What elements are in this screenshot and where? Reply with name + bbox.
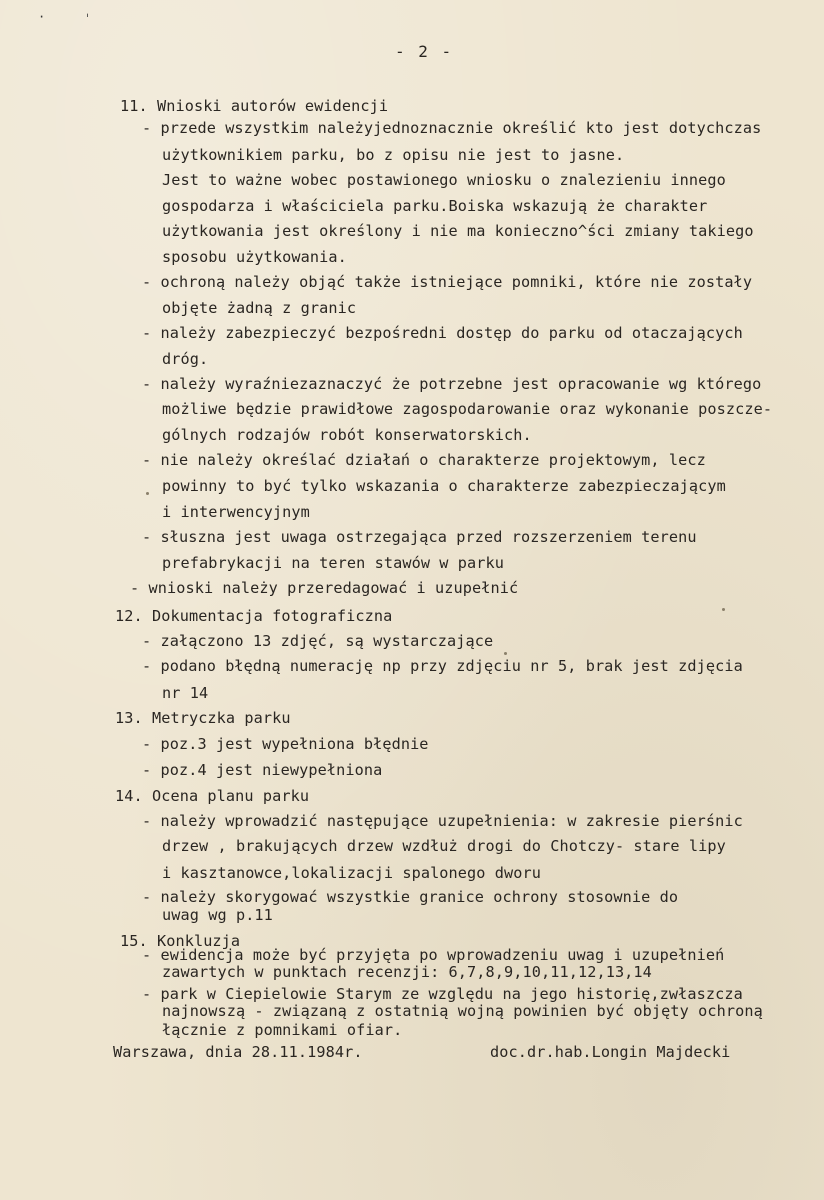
- text-line: i interwencyjnym: [162, 503, 310, 521]
- page-number: - 2 -: [395, 42, 454, 61]
- text-line: - ochroną należy objąć także istniejące pomniki, które nie zostały: [142, 273, 753, 291]
- paper-speck: [722, 608, 725, 611]
- text-line: łącznie z pomnikami ofiar.: [162, 1021, 403, 1039]
- text-line: powinny to być tylko wskazania o charakterze zabezpieczającym: [162, 477, 726, 495]
- text-line: zawartych w punktach recenzji: 6,7,8,9,10,11,12,13,14: [162, 963, 652, 981]
- text-line: gólnych rodzajów robót konserwatorskich.: [162, 426, 532, 444]
- corner-mark-right: ˈ: [84, 12, 92, 26]
- text-line: - należy skorygować wszystkie granice ochrony stosownie do: [142, 888, 679, 906]
- section-13-heading: 13. Metryczka parku: [115, 709, 291, 727]
- text-line: - wnioski należy przeredagować i uzupełnić: [130, 579, 519, 597]
- paper-speck: [504, 652, 507, 655]
- text-line: - należy wyraźniezaznaczyć że potrzebne jest opracowanie wg którego: [142, 375, 762, 393]
- text-line: - należy zabezpieczyć bezpośredni dostęp do parku od otaczających: [142, 324, 743, 342]
- text-line: i kasztanowce,lokalizacji spalonego dworu: [162, 864, 541, 882]
- text-line: - podano błędną numerację np przy zdjęciu nr 5, brak jest zdjęcia: [142, 657, 743, 675]
- corner-mark-left: ·: [38, 10, 46, 24]
- text-line: - poz.4 jest niewypełniona: [142, 761, 383, 779]
- text-line: - przede wszystkim należyjednoznacznie określić kto jest dotychczas: [142, 119, 762, 137]
- text-line: nr 14: [162, 684, 209, 702]
- text-line: - załączono 13 zdjęć, są wystarczające: [142, 632, 494, 650]
- section-12-heading: 12. Dokumentacja fotograficzna: [115, 607, 393, 625]
- text-line: - słuszna jest uwaga ostrzegająca przed rozszerzeniem terenu: [142, 528, 697, 546]
- text-line: gospodarza i właściciela parku.Boiska wskazują że charakter: [162, 197, 708, 215]
- signature-name: doc.dr.hab.Longin Majdecki: [490, 1043, 731, 1061]
- text-line: uwag wg p.11: [162, 906, 273, 924]
- text-line: - ewidencja może być przyjęta po wprowadzeniu uwag i uzupełnień: [142, 946, 725, 964]
- text-line: - należy wprowadzić następujące uzupełnienia: w zakresie pierśnic: [142, 812, 743, 830]
- text-line: najnowszą - związaną z ostatnią wojną powinien być objęty ochroną: [162, 1002, 763, 1020]
- text-line: sposobu użytkowania.: [162, 248, 347, 266]
- section-11-heading: 11. Wnioski autorów ewidencji: [120, 97, 389, 115]
- text-line: - poz.3 jest wypełniona błędnie: [142, 735, 429, 753]
- text-line: - park w Ciepielowie Starym ze względu na jego historię,zwłaszcza: [142, 985, 743, 1003]
- text-line: dróg.: [162, 350, 209, 368]
- text-line: objęte żadną z granic: [162, 299, 357, 317]
- text-line: użytkownikiem parku, bo z opisu nie jest to jasne.: [162, 146, 625, 164]
- text-line: użytkowania jest określony i nie ma konieczno^ści zmiany takiego: [162, 222, 754, 240]
- text-line: Jest to ważne wobec postawionego wniosku o znalezieniu innego: [162, 171, 726, 189]
- section-14-heading: 14. Ocena planu parku: [115, 787, 310, 805]
- text-line: prefabrykacji na teren stawów w parku: [162, 554, 505, 572]
- text-line: drzew , brakujących drzew wzdłuż drogi do Chotczy- stare lipy: [162, 837, 726, 855]
- section-15-heading: 15. Konkluzja: [120, 932, 241, 950]
- place-date: Warszawa, dnia 28.11.1984r.: [113, 1043, 363, 1061]
- text-line: - nie należy określać działań o charakterze projektowym, lecz: [142, 451, 706, 469]
- text-line: możliwe będzie prawidłowe zagospodarowanie oraz wykonanie poszcze-: [162, 400, 773, 418]
- paper-speck: [146, 492, 149, 495]
